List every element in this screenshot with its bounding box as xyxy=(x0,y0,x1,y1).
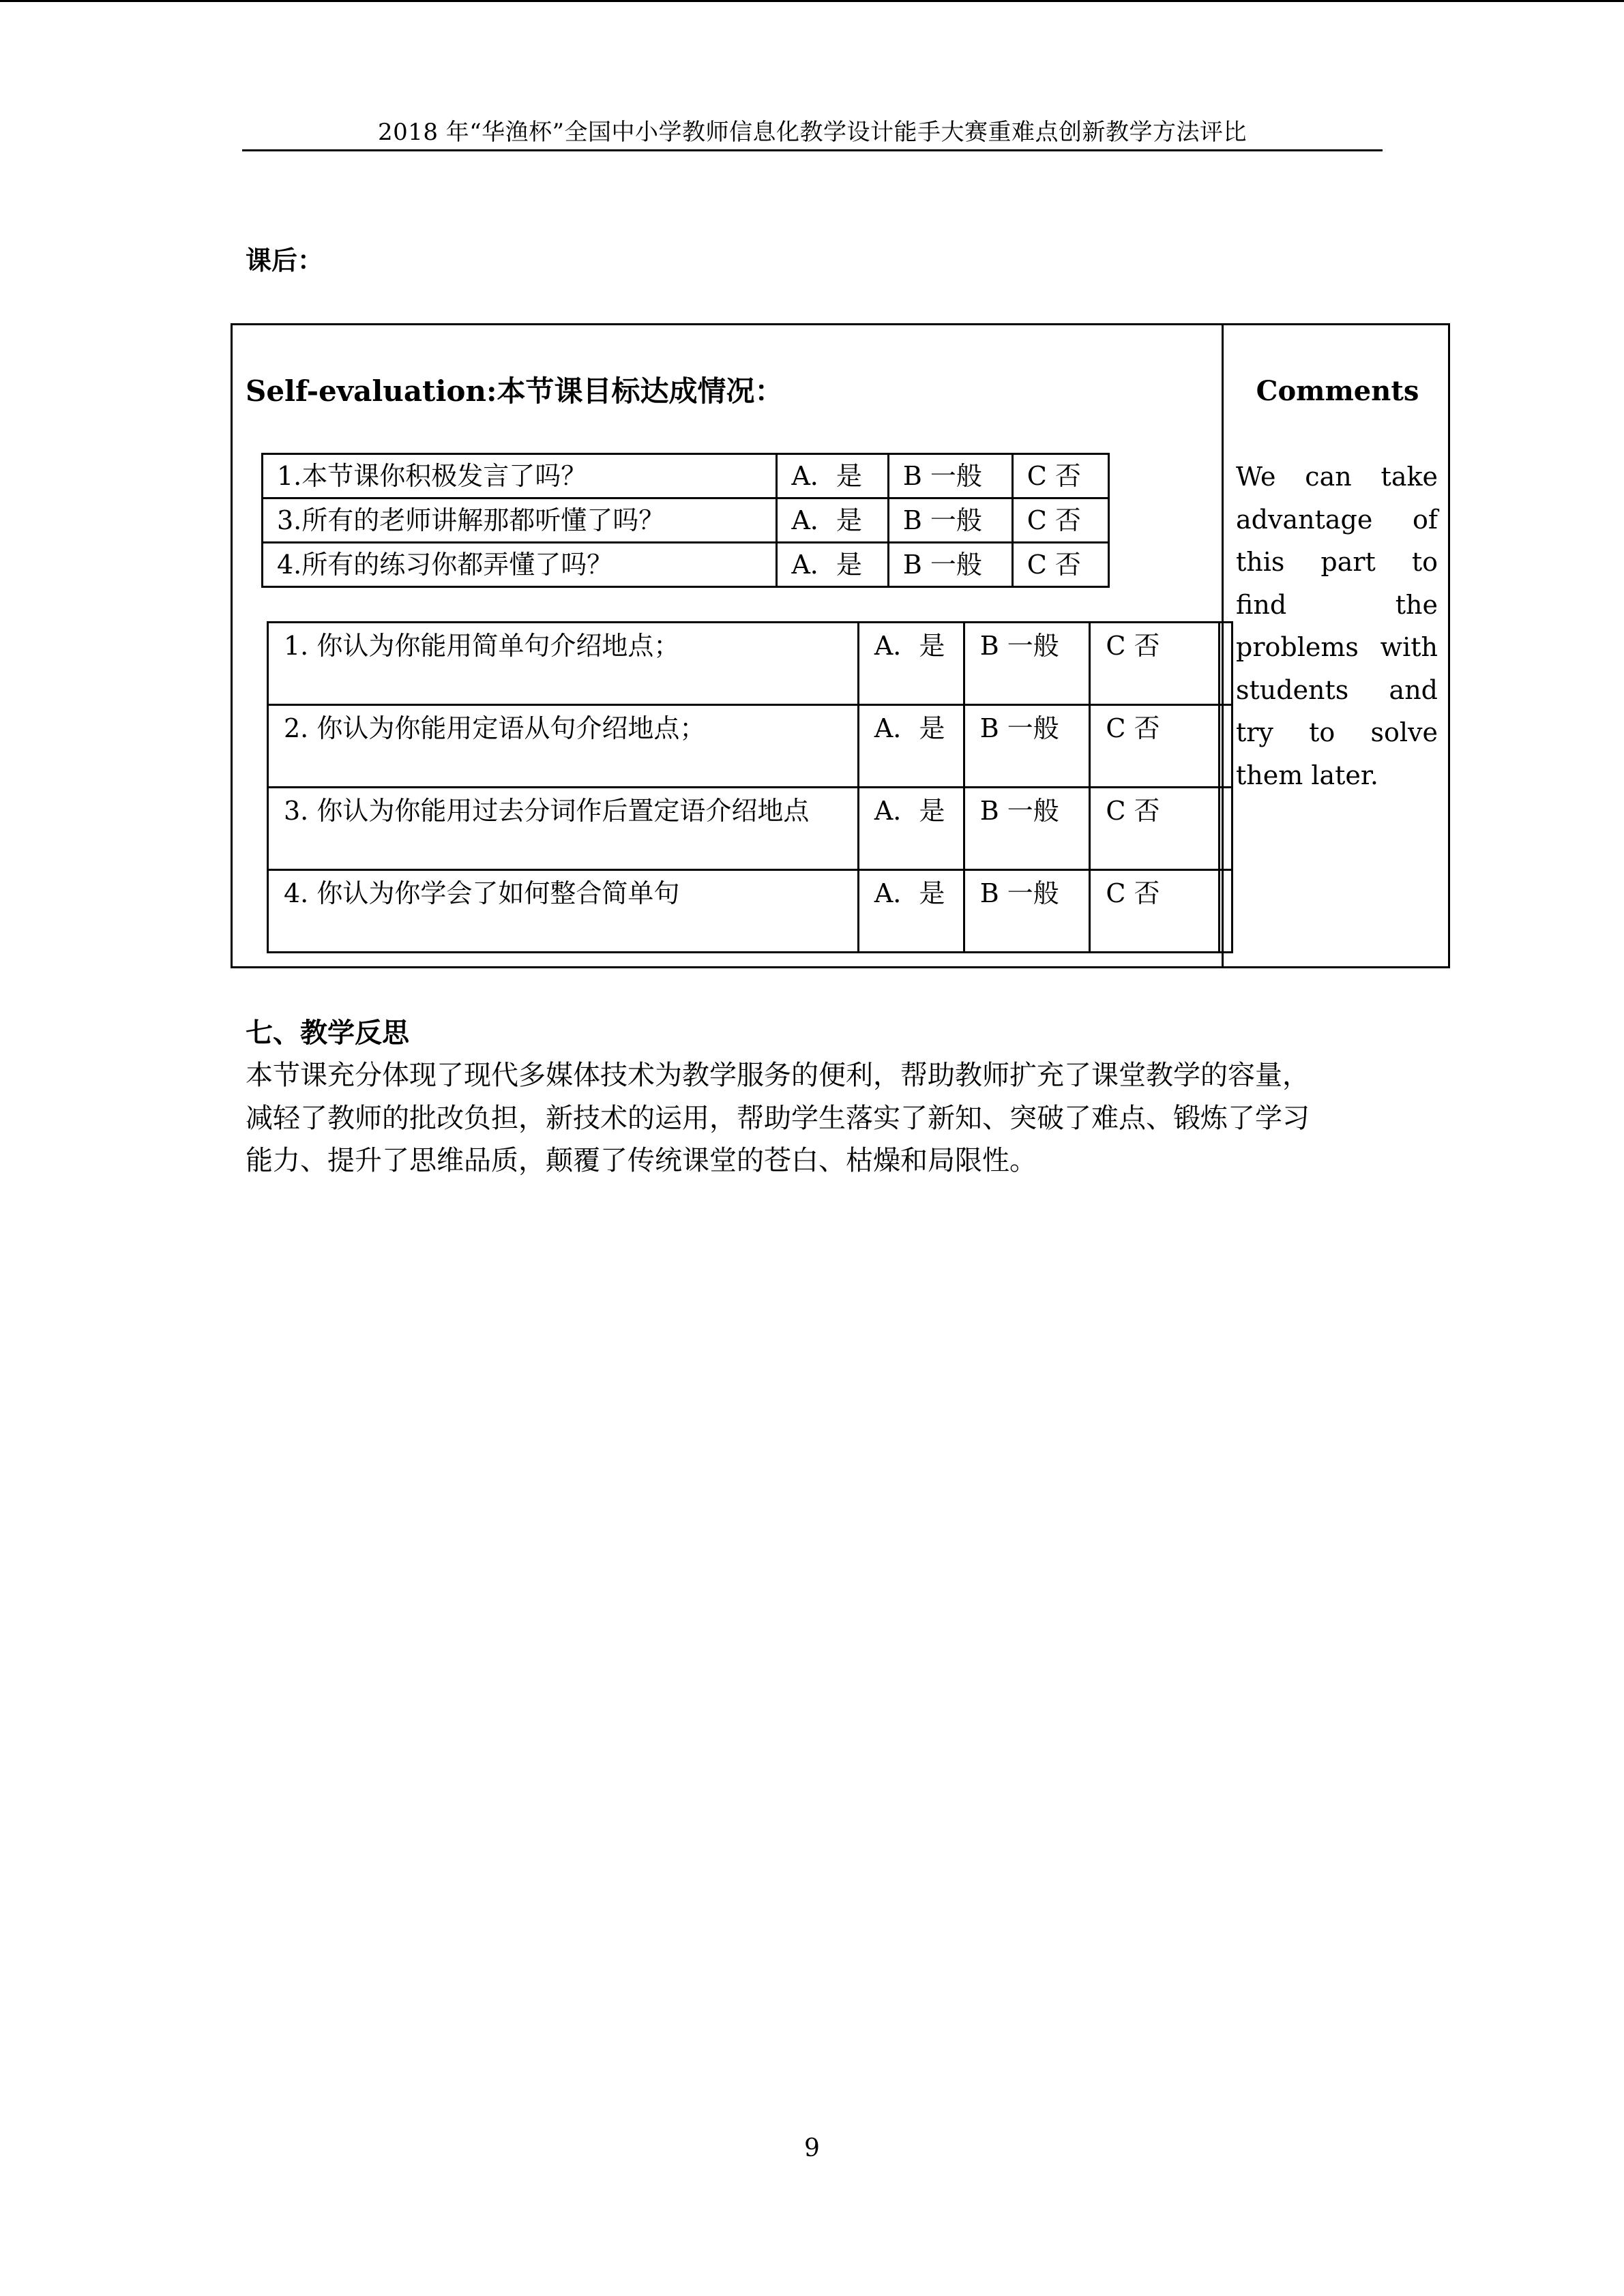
question-cell: 3. 你认为你能用过去分词作后置定语介绍地点 xyxy=(268,788,859,870)
table-row xyxy=(263,543,1109,587)
learning-goals-table xyxy=(267,621,1233,953)
option-a-cell: A．是 xyxy=(858,705,964,788)
reflection-paragraph xyxy=(246,1054,1378,1182)
paragraph-line: 能力、提升了思维品质，颠覆了传统课堂的苍白、枯燥和局限性。 xyxy=(246,1145,1037,1176)
option-a-cell: A．是 xyxy=(858,623,964,705)
option-a-cell: A．是 xyxy=(777,543,888,587)
table-row xyxy=(263,454,1109,498)
comments-body: We can take advantage of this part to find the problems with students and try to solve them later. xyxy=(1236,462,1438,790)
page-number: 9 xyxy=(804,2134,820,2162)
option-c-cell: C 否 xyxy=(1012,543,1108,587)
option-c-cell: C 否 xyxy=(1090,623,1220,705)
option-c-cell: C 否 xyxy=(1090,870,1220,953)
option-b-cell: B 一般 xyxy=(964,623,1090,705)
option-c-cell: C 否 xyxy=(1012,498,1108,543)
after-class-label: 课后： xyxy=(246,245,324,275)
option-a-cell: A．是 xyxy=(777,498,888,543)
question-cell: 2. 你认为你能用定语从句介绍地点； xyxy=(268,705,859,788)
question-cell: 4. 你认为你学会了如何整合简单句 xyxy=(268,870,859,953)
option-b-cell: B 一般 xyxy=(964,788,1090,870)
top-border-line xyxy=(0,0,1624,2)
option-b-cell: B 一般 xyxy=(964,705,1090,788)
spacer-cell xyxy=(1220,870,1232,953)
question-cell: 4.所有的练习你都弄懂了吗？ xyxy=(263,543,777,587)
option-b-cell: B 一般 xyxy=(888,543,1012,587)
question-cell: 3.所有的老师讲解那都听懂了吗？ xyxy=(263,498,777,543)
paragraph-line: 本节课充分体现了现代多媒体技术为教学服务的便利，帮助教师扩充了课堂教学的容量， xyxy=(246,1060,1310,1091)
option-c-cell: C 否 xyxy=(1090,705,1220,788)
self-evaluation-title: Self-evaluation:本节课目标达成情况： xyxy=(246,374,784,408)
running-header: 2018 年“华渔杯”全国中小学教师信息化教学设计能手大赛重难点创新教学方法评比 xyxy=(377,119,1247,146)
table-row xyxy=(263,498,1109,543)
spacer-cell xyxy=(1220,788,1232,870)
option-b-cell: B 一般 xyxy=(964,870,1090,953)
table-row xyxy=(268,870,1232,953)
spacer-cell xyxy=(1220,705,1232,788)
option-a-cell: A．是 xyxy=(858,788,964,870)
table-row xyxy=(268,623,1232,705)
participation-table xyxy=(261,453,1110,588)
option-a-cell: A．是 xyxy=(777,454,888,498)
question-cell: 1. 你认为你能用简单句介绍地点； xyxy=(268,623,859,705)
option-a-cell: A．是 xyxy=(858,870,964,953)
option-c-cell: C 否 xyxy=(1090,788,1220,870)
table-row xyxy=(268,705,1232,788)
spacer-cell xyxy=(1220,623,1232,705)
paragraph-line: 减轻了教师的批改负担，新技术的运用，帮助学生落实了新知、突破了难点、锻炼了学习 xyxy=(246,1102,1310,1134)
header-rule xyxy=(242,149,1383,151)
option-b-cell: B 一般 xyxy=(888,498,1012,543)
comments-title: Comments xyxy=(1256,375,1419,407)
option-c-cell: C 否 xyxy=(1012,454,1108,498)
question-cell: 1.本节课你积极发言了吗？ xyxy=(263,454,777,498)
table-row xyxy=(268,788,1232,870)
reflection-heading: 七、教学反思 xyxy=(246,1017,409,1049)
option-b-cell: B 一般 xyxy=(888,454,1012,498)
